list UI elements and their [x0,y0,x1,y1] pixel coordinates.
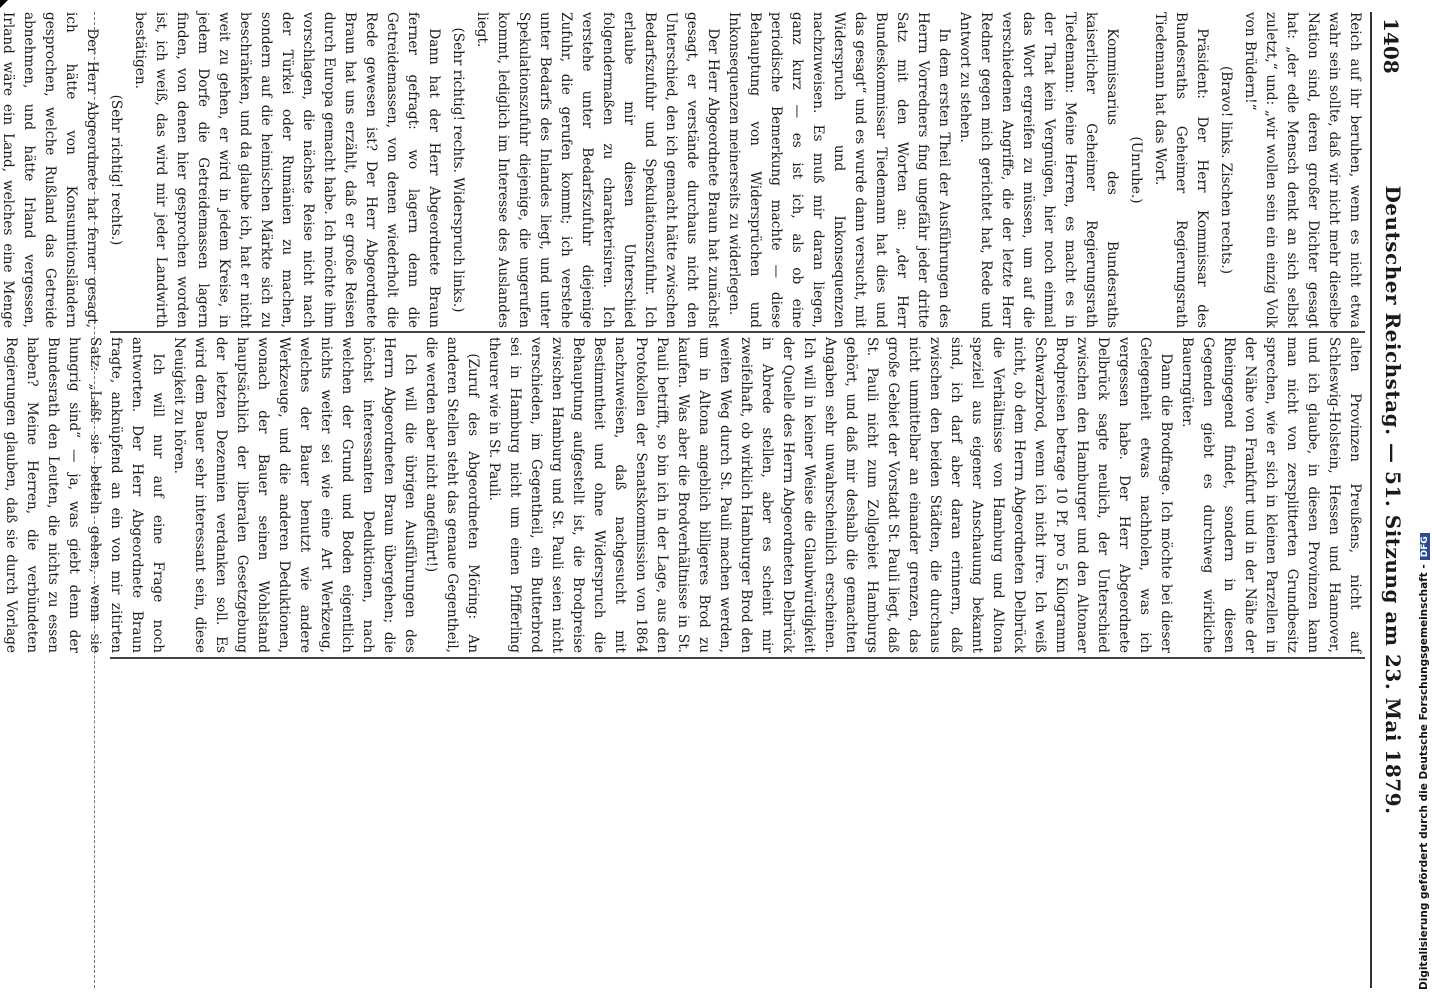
running-title: Deutscher Reichstag. — 51. Sitzung am 23. Mai 1879. [1381,185,1405,815]
interjection: (Sehr richtig! rechts. Widerspruch links.) [450,27,466,313]
dfg-logo-badge: DFG [1420,533,1430,560]
digitization-credit [1418,0,1430,990]
paragraph: Der Herr Abgeordnete Braun hat zunächst gesagt, er verstände durchaus nicht den Unterschied, den ich gemacht hätte zwischen Bedarfszufuhr und Spekulationszufuhr. Ich erlaube mir diesen Unterschied folgendermaßen zu charakterisiren. Ich verstehe unter Bedarfszufuhr diejenige Zufuhr, die gerufen kommt; ich verstehe unter Bedarfs des Inlandes liegt, und unter Spekulationszufuhr diejenige, die ungerufen kommt, lediglich im Interesse des Auslandes liegt. [474,12,721,328]
paragraph: (Zuruf des Abgeordneten Möring: An anderen Stellen steht das genaue Gegentheil, die werden aber nicht angeführt!) [423,337,481,653]
text-column-1 [0,12,1365,328]
paragraph: Kommissarius des Bundesraths kaiserlicher Geheimer Regierungsrath Tiedemann: Meine Herren, es macht es in der That kein Vergnügen, hier noch einmal das Wort ergreifen zu müssen, um auf die verschiedenen Angriffe, die der letzte Herr Redner gegen mich gerichtet hat, Rede und Antwort zu stehen. [957,12,1120,328]
column-divider [110,331,1365,333]
paragraph: alten Provinzen Preußens, nicht auf Schleswig-Holstein, Hessen und Hannover, und ich glaube, in diesen Provinzen kann man nicht von zersplitterten Grundbesitz sprechen, wie er sich in kleinen Parzellen in der Nähe von Frankfurt und in der Nähe der Rheingegend findet, sondern in diesen Gegenden giebt es durchweg wirkliche Bauerngüter. [1179,337,1363,653]
page-number: 1408 [1379,18,1403,74]
credit-text: Digitalisierung gefördert durch die Deutsche Forschungsgemeinschaft - [1418,564,1430,990]
column-divider [110,657,1365,659]
paragraph: Ich will die übrigen Ausführungen des Herrn Abgeordneten Braun übergehen; die höchst interessanten Deduktionen, nach welchen der Grund und Boden eigentlich nichts weiter sei wie eine Art Werkzeug, welches der Bauer benutzt wie andere Werkzeuge, und die anderen Deduktionen, wonach der Bauer seinen Wohlstand hauptsächlich der liberalen Gesetzgebung der letzten Dezennien verdanken soll. Es wird dem Bauer sehr interessant sein, diese Neuigkeit zu hören. [171,337,418,653]
paragraph: In dem ersten Theil der Ausführungen des Herrn Vorredners fing ungefähr jeder dritte Satz mit den Worten an: „der Herr Bundeskommissar Tiedemann hat dies und das gesagt“ und es wurde dann versucht, mit Widerspruch und Inkonsequenzen nachzuweisen. Es muß mir daran liegen, ganz kurz — es ist ich, als ob eine periodische Bemerkung machte — diese Behauptung von Widersprüchen und Inkonsequenzen meinerseits zu widerlegen. [726,12,952,328]
interjection: (Sehr richtig! rechts.) [108,94,124,246]
footer-rule [94,12,95,988]
paragraph: Präsident: Der Herr Kommissar des Bundesraths Geheimer Regierungsrath Tiedemann hat das Wort. [1152,12,1210,328]
text-column-2 [3,337,1365,653]
paragraph: Dann hat der Herr Abgeordnete Braun ferner gefragt: wo lagern denn die Getreidemassen, von denen wiederholt die Rede gewesen ist? Der Herr Abgeordnete Braun hat uns erzählt, daß er große Reisen durch Europa gemacht habe. Ich möchte ihm vorschlagen, die nächste Reise nicht nach der Türkei oder Rumänien zu machen, sondern auf die heimischen Märkte sich zu beschränken, und da glaube ich, hat er nicht weit zu gehen, er wird in jedem Kreise, in jedem Dorfe die Getreidemassen lagern finden, von denen hier gesprochen worden ist, ich weiß, das wird mir jeder Landwirth bestätigen. [132,12,442,328]
text-column-3 [110,662,1365,978]
scan-corner-mark [0,0,8,8]
paragraph: Reich auf ihr beruhen, wenn es nicht etwa wahr sein sollte, daß wir nicht mehr dieselbe Nation sind, deren großer Dichter gesagt hat: „der edle Mensch denkt an sich selbst zuletzt,“ und: „wir wollen sein ein einzig Volk von Brüdern!“ [1242,12,1363,328]
page-footer [63,12,103,988]
interjection: (Unruhe.) [1128,136,1144,204]
interjection: (Bravo! links. Zischen rechts.) [1218,65,1234,275]
header-rule [1370,12,1372,988]
paragraph: Dann die Brodfrage. Ich möchte bei dieser Gelegenheit etwas nachholen, was ich vergessen habe. Der Herr Abgeordnete Delbrück sagte neulich, der Unterschied zwischen den Hamburger und den Altonaer Brodpreisen betrage 10 Pf. pro 5 Kilogramm Schwarzbrod, wenn ich nicht irre. Ich weiß nicht, ob dem Herrn Abgeordneten Delbrück die Verhältnisse von Hamburg und Altona speziell aus eigener Anschauung bekannt sind, ich darf aber daran erinnern, daß zwischen den beiden Städten, die durchaus nicht unmittelbar an einander grenzen, das große Gebiet der Vorstadt St. Pauli liegt, daß St. Pauli nicht zum Zollgebiet Hamburgs gehört, und daß mir deshalb die gemachten Angaben sehr unwahrscheinlich erscheinen. Ich will in keiner Weise die Glaubwürdigkeit der Quelle des Herrn Abgeordneten Delbrück in Abrede stellen, aber es scheint mir zweifelhaft, ob wirklich Hamburger Brod den weiten Weg durch St. Pauli machen werden, um in Altona angeblich billigeres Brod zu kaufen. Was aber die Brodverhältnisse in St. Pauli betrifft, so bin ich in der Lage, aus den Protokollen der Senatskommission von 1864 nachzuweisen, daß nachgesucht mit Bestimmtheit und ohne Widerspruch die Behauptung aufgestellt ist, die Brodpreise zwischen Hamburg und St. Pauli seien nicht verschieden, im Gegentheil, ein Butterbrod sei in Hamburg nicht um einen Pfifferling theurer wie in St. Pauli. [486,337,1174,653]
paragraph: Der Herr Abgeordnete hat ferner gesagt, ich hätte von Konsumtionsländern gesprochen, welche Rußland das Getreide abnehmen, und hätte Irland vergessen, Irland wäre ein Land, welches eine Menge [0,12,100,328]
paragraph: Ich will nur auf eine Frage noch antworten. Der Herr Abgeordnete Braun fragte, anknüpfend an ein von mir zitirten Satz: „Laßt sie betteln gehen, wenn sie hungrig sind“ — ja, was giebt denn der Bundesrath den Leuten, die nichts zu essen haben? Meine Herren, die verbündeten Regierungen glauben, daß sie durch Vorlage [3,337,166,653]
page-header [1370,0,1415,1000]
